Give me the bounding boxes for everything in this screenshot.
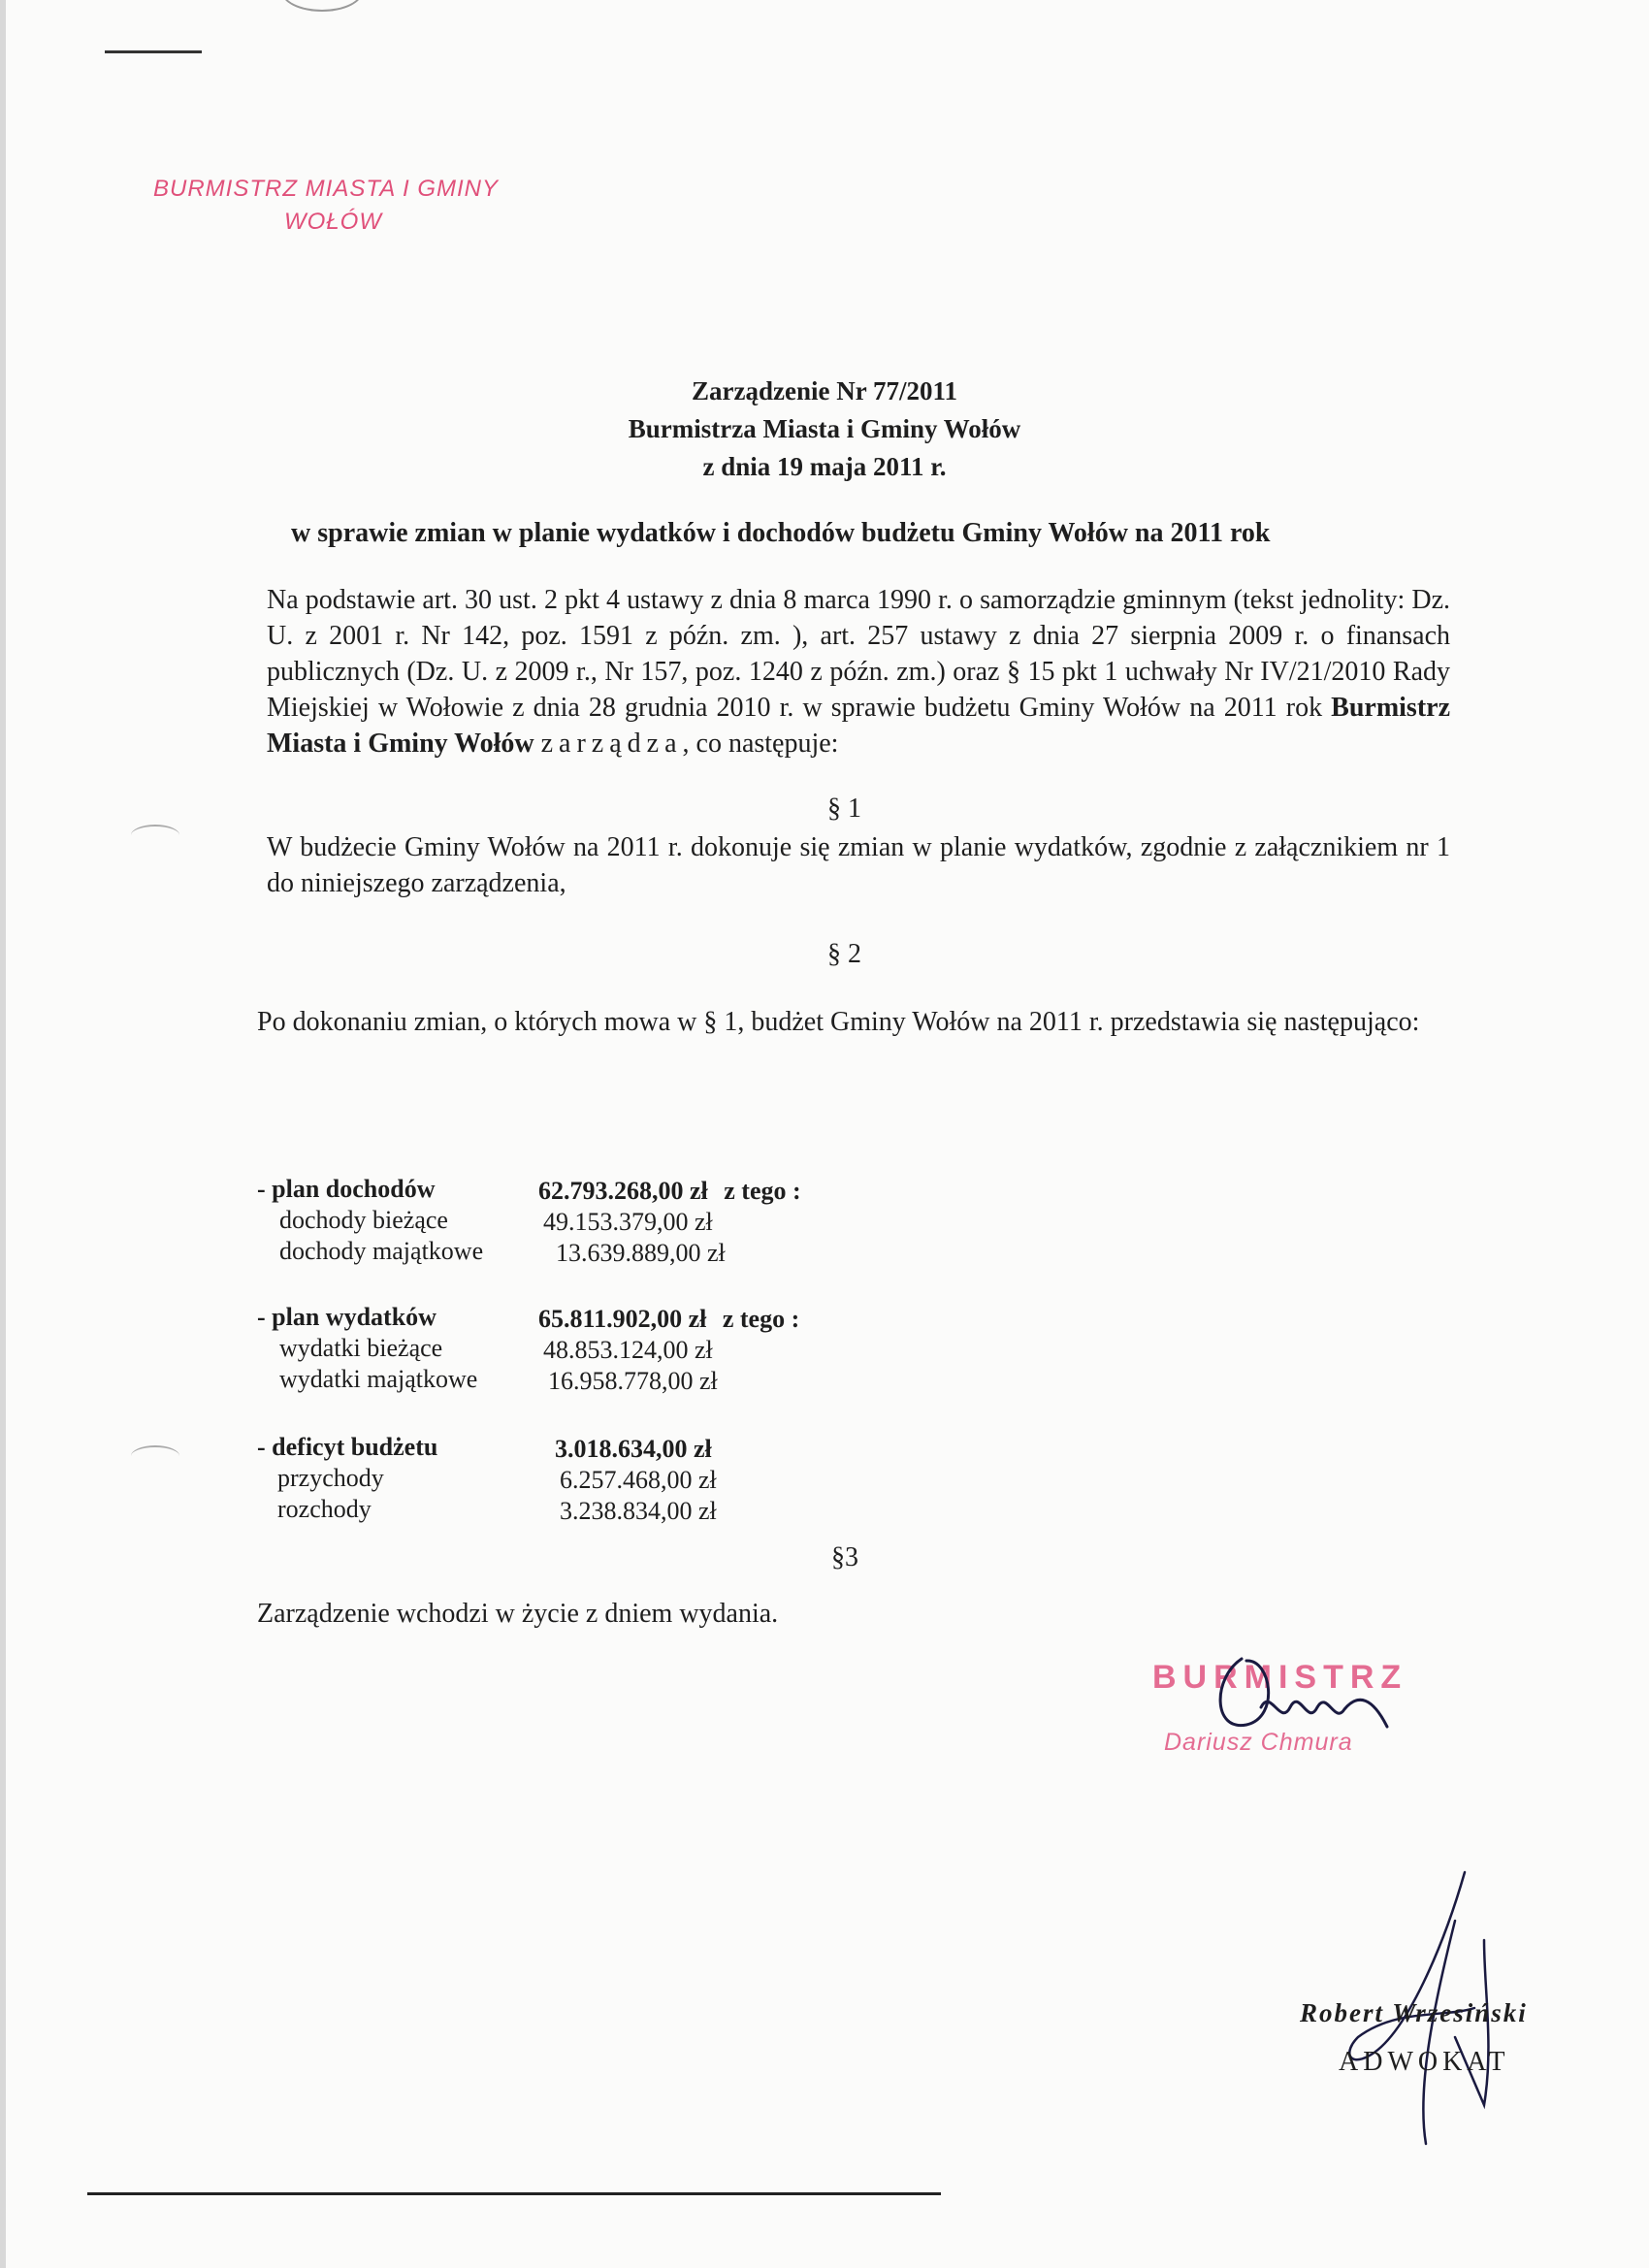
- document-date: z dnia 19 maja 2011 r.: [702, 452, 947, 481]
- expenses-item-amount: 16.958.778,00 zł: [548, 1367, 718, 1395]
- scan-border: [0, 0, 6, 2268]
- section-2-text: Po dokonaniu zmian, o których mowa w § 1, budżet Gminy Wołów na 2011 r. przedstawia się następująco:: [257, 1007, 1420, 1037]
- revenue-item-amount: 49.153.379,00 zł: [543, 1208, 713, 1236]
- preamble-text: Na podstawie art. 30 ust. 2 pkt 4 ustawy z dnia 8 marca 1990 r. o samorządzie gminnym (tekst jednolity: Dz. U. z 2001 r. Nr 142, poz. 1591 z późn. zm. ), art. 257 ustawy z dnia 27 sierpnia 2009 r. o finansach publicznych (Dz. U. z 2009 r., Nr 157, poz. 1240 z późn. zm.) oraz § 15 pkt 1 uchwały Nr IV/21/2010 Rady Miejskiej w Wołowie z dnia 28 grudnia 2010 r. w sprawie budżetu Gminy Wołów na 2011 rok: [267, 585, 1450, 723]
- section-2-heading: § 2: [827, 939, 861, 969]
- preamble-authority: Burmistrz Miasta i Gminy Wołów: [267, 693, 1451, 759]
- expenses-item-label: wydatki bieżące: [279, 1334, 443, 1362]
- deficit-item-amount: 6.257.468,00 zł: [560, 1466, 717, 1494]
- mayor-stamp-title: BURMISTRZ: [1152, 1659, 1408, 1696]
- lawyer-role: ADWOKAT: [1339, 2047, 1510, 2077]
- revenue-amount-row: [538, 1176, 801, 1207]
- mayor-signature: [1203, 1639, 1416, 1756]
- section-1-heading: § 1: [827, 794, 861, 824]
- revenue-label: - plan dochodów: [257, 1175, 436, 1203]
- deficit-amount: 3.018.634,00 zł: [555, 1435, 712, 1463]
- office-stamp-line1: BURMISTRZ MIASTA I GMINY: [153, 176, 500, 202]
- revenue-item-label: dochody bieżące: [279, 1206, 448, 1234]
- deficit-item-label: rozchody: [277, 1495, 372, 1523]
- deficit-label: - deficyt budżetu: [257, 1433, 438, 1461]
- preamble-ending: , co następuje:: [682, 729, 839, 759]
- mayor-stamp-name: Dariusz Chmura: [1164, 1729, 1353, 1756]
- punch-hole-mark: [131, 1445, 179, 1467]
- revenue-item-label: dochody majątkowe: [279, 1237, 484, 1265]
- office-stamp: [153, 173, 499, 239]
- preamble-verb: zarządza: [540, 729, 683, 759]
- document-issuer: Burmistrza Miasta i Gminy Wołów: [628, 414, 1021, 443]
- office-stamp-line2: WOŁÓW: [284, 209, 382, 235]
- expenses-label: - plan wydatków: [257, 1303, 436, 1331]
- revenue-amount: 62.793.268,00 zł: [538, 1177, 708, 1205]
- preamble-paragraph: [267, 582, 1450, 761]
- section-3-text: Zarządzenie wchodzi w życie z dniem wydania.: [257, 1599, 779, 1629]
- scan-mark: [105, 50, 202, 53]
- expenses-amount: 65.811.902,00 zł: [538, 1305, 707, 1333]
- scan-mark: [281, 0, 363, 12]
- expenses-amount-row: [538, 1304, 799, 1335]
- deficit-item-amount: 3.238.834,00 zł: [560, 1497, 717, 1525]
- revenue-suffix: z tego :: [724, 1177, 801, 1205]
- section-1-text: W budżecie Gminy Wołów na 2011 r. dokonuje się zmian w planie wydatków, zgodnie z załącznikiem nr 1 do niniejszego zarządzenia,: [267, 832, 1450, 898]
- document-subject: w sprawie zmian w planie wydatków i dochodów budżetu Gminy Wołów na 2011 rok: [291, 518, 1271, 548]
- section-3-heading: §3: [831, 1542, 858, 1572]
- document-title: Zarządzenie Nr 77/2011: [692, 376, 957, 405]
- footer-rule: [87, 2192, 941, 2195]
- expenses-suffix: z tego :: [722, 1305, 800, 1333]
- deficit-item-label: przychody: [277, 1464, 384, 1492]
- expenses-item-amount: 48.853.124,00 zł: [543, 1336, 713, 1364]
- punch-hole-mark: [131, 825, 179, 846]
- expenses-item-label: wydatki majątkowe: [279, 1365, 478, 1393]
- lawyer-name: Robert Wrzesiński: [1300, 1998, 1528, 2027]
- revenue-item-amount: 13.639.889,00 zł: [556, 1239, 726, 1267]
